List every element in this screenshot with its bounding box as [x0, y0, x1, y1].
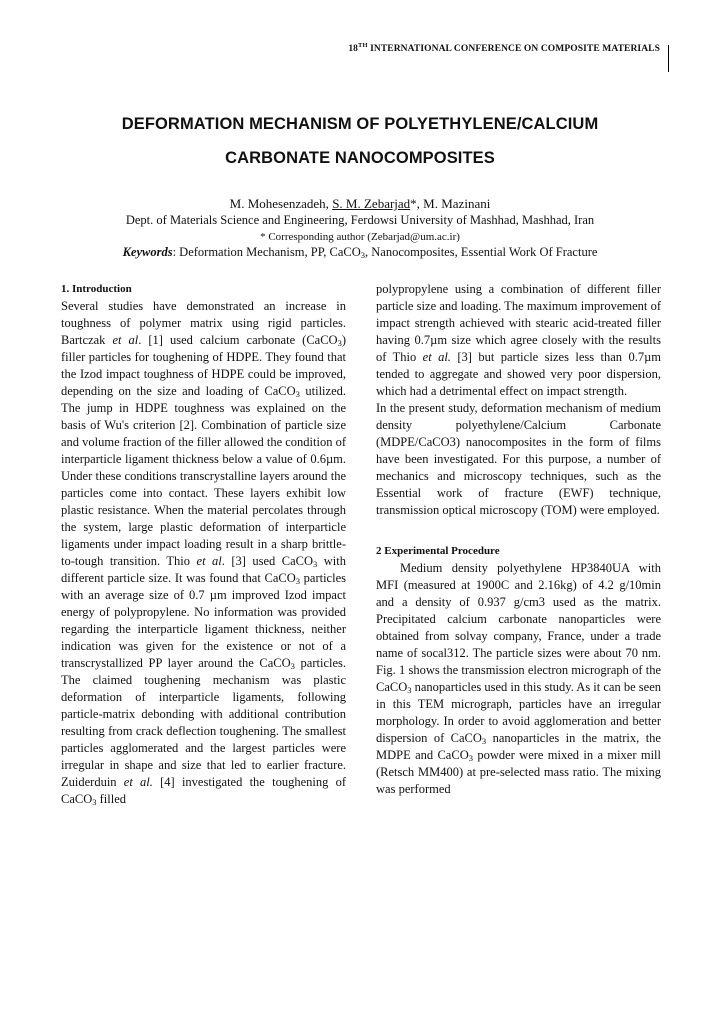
- header-rule: [668, 45, 669, 72]
- right-column: [376, 281, 661, 798]
- paragraph-experimental: Medium density polyethylene HP3840UA with MFI (measured at 1900C and 2.16kg) of 4.2 g/10min and a density of 0.937 g/cm3 used as the matrix. Precipitated calcium carbonate nanoparticles were obtained from solvay company, France, under a trade name of socal312. The particle sizes were about 70 nm. Fig. 1 shows the transmission electron micrograph of the CaCO$_3$ nanoparticles used in this study. As it can be seen in this TEM micrograph, particles have an irregular morphology. In order to avoid agglomeration and better dispersion of CaCO$_3$ nanoparticles in the matrix, the MDPE and CaCO$_3$ powder were mixed in a mixer mill (Retsch MM400) at pre-selected mass ratio. The mixing was performed: [376, 561, 662, 796]
- paragraph-intro-continued: polypropylene using a combination of different filler particle size and loading. The maximum improvement of impact strength achieved with stearic acid-treated filler having 0.7µm size which agree closely with the results of Thio et al. [3] but particle sizes less than 0.7µm tended to aggregate and showed very poor dispersion, which had a detrimental effect on impact strength.: [376, 282, 662, 398]
- corresponding-author: * Corresponding author (Zebarjad@um.ac.ir): [260, 231, 460, 243]
- section-heading-introduction: 1. Introduction: [61, 283, 132, 295]
- authors: M. Mohesenzadeh, S. M. Zebarjad*, M. Mazinani: [229, 196, 491, 211]
- paragraph-present-study: In the present study, deformation mechanism of medium density polyethylene/Calcium Carbonate (MDPE/CaCO3) nanocomposites in the form of films have been investigated. For this purpose, a number of mechanics and microscopy techniques, such as the Essential work of fracture (EWF) technique, transmission optical microscopy (TOM) were employed.: [376, 401, 661, 517]
- conference-header: 18TH INTERNATIONAL CONFERENCE ON COMPOSITE MATERIALS: [348, 42, 660, 55]
- paper-title-line1: DEFORMATION MECHANISM OF POLYETHYLENE/CALCIUM: [121, 115, 599, 133]
- keywords: Keywords: Deformation Mechanism, PP, CaCO$_3$, Nanocomposites, Essential Work Of Fracture: [122, 245, 598, 260]
- corresponding-author-name: S. M. Zebarjad: [332, 196, 411, 211]
- affiliation: Dept. of Materials Science and Engineering, Ferdowsi University of Mashhad, Mashhad, Iran: [125, 213, 595, 227]
- left-column: [61, 281, 346, 808]
- section-heading-experimental: 2 Experimental Procedure: [376, 545, 500, 557]
- paragraph-introduction: Several studies have demonstrated an increase in toughness of polymer matrix using rigid particles. Bartczak et al. [1] used calcium carbonate (CaCO$_3$) filler particles for toughening of HDPE. They found that the Izod impact toughness of HDPE could be improved, depending on the size and loading of CaCO$_3$ utilized. The jump in HDPE toughness was explained on the basis of Wu's criterion [2]. Combination of particle size and volume fraction of the filler allowed the condition of interparticle ligament thickness below a value of 0.6µm. Under these conditions transcrystalline layers around the particles come into contact. These layers exhibit low plastic resistance. When the material percolates through the system, large plastic deformation of interparticle ligaments under impact loading result in a sharp brittle-to-tough transition. Thio et al. [3] used CaCO$_3$ with different particle size. It was found that CaCO$_3$ particles with an average size of 0.7 µm improved Izod impact energy of polypropylene. No information was provided regarding the interparticle ligament thickness, neither indication was given for the existence or not of a transcrystallized PP layer around the CaCO$_3$ particles. The claimed toughening mechanism was plastic deformation of interparticle ligaments, following particle-matrix debonding with additional contribution resulting from crack deflection toughening. The smallest particles agglomerated and the largest particles were irregular in shape and size that led to earlier fracture. Zuiderduin et al. [4] investigated the toughening of CaCO$_3$ filled: [61, 299, 347, 807]
- paper-title-line2: CARBONATE NANOCOMPOSITES: [225, 149, 495, 167]
